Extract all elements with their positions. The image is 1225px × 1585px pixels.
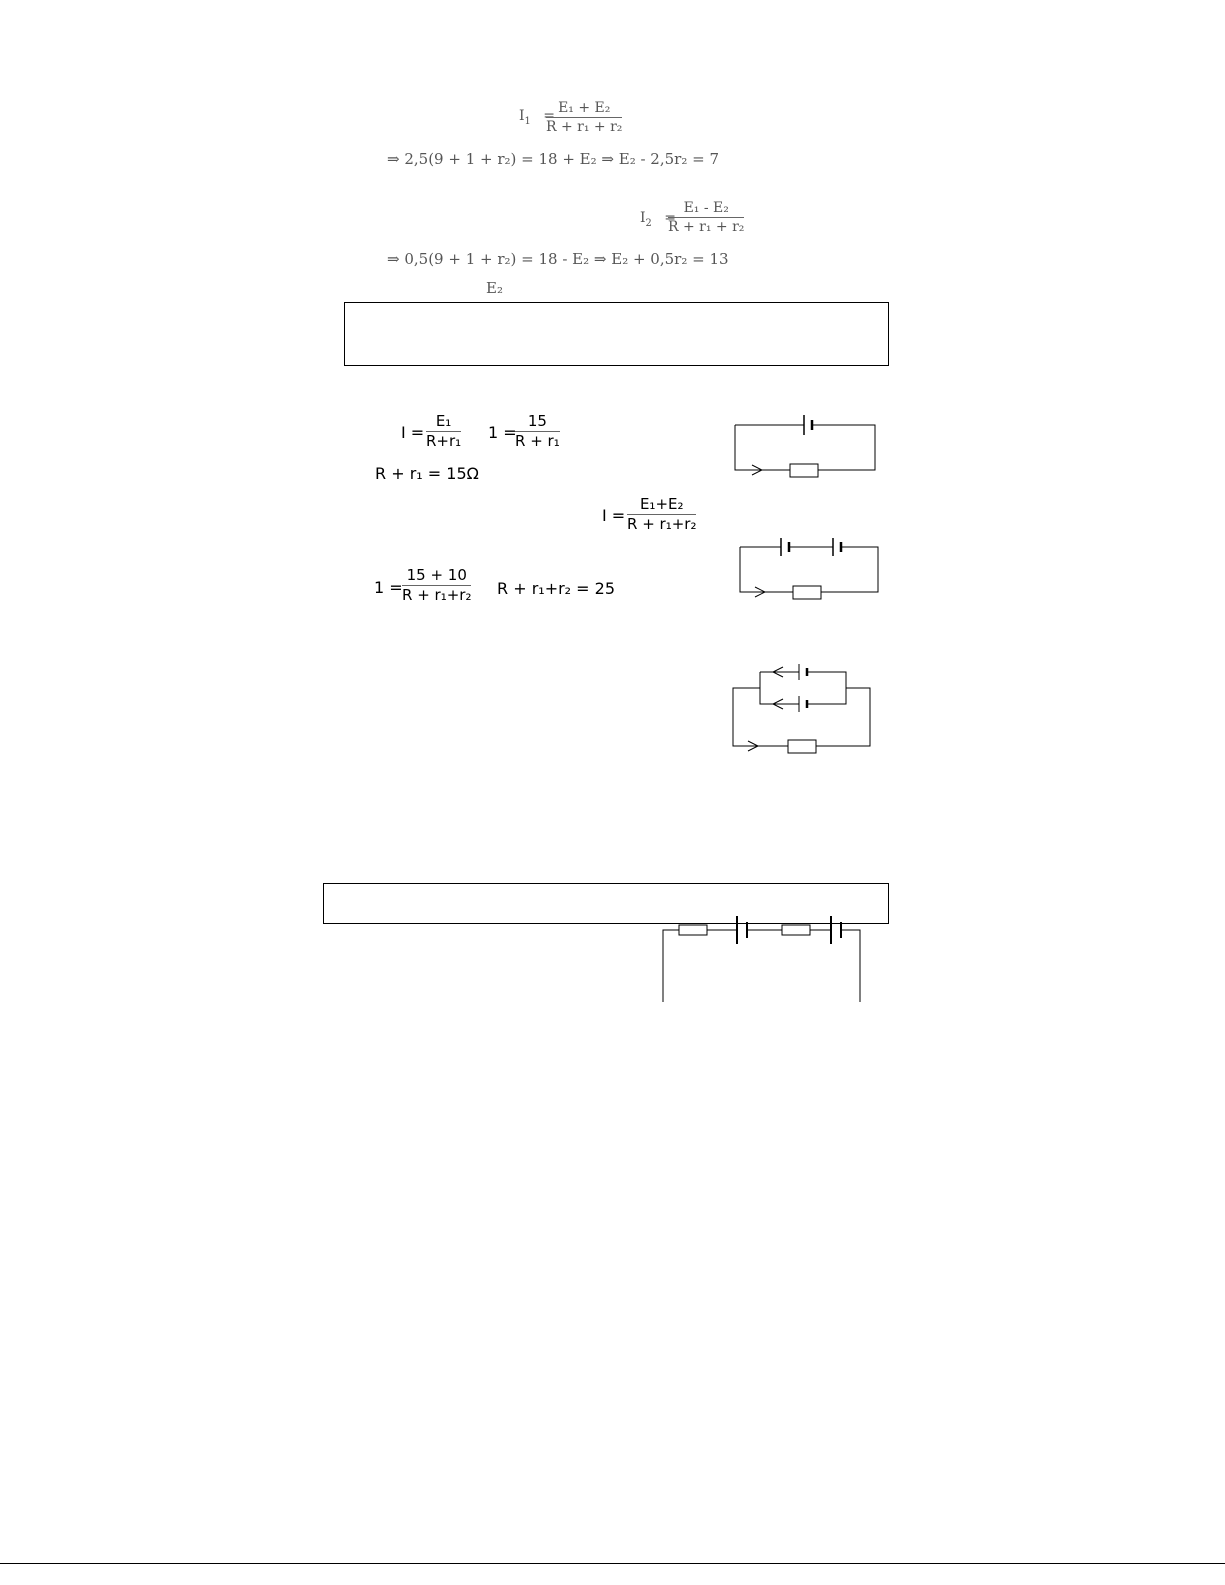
formula-9-denominator: R + r₁+r₂ <box>402 586 472 605</box>
formula-i2-lhs: I <box>640 210 646 226</box>
formula-i1-eq: = <box>543 108 555 124</box>
circuit-diagram-4 <box>655 912 870 1007</box>
formula-i1-fraction <box>546 100 622 135</box>
formula-i1-denominator: R + r₁ + r₂ <box>546 119 623 136</box>
formula-8-denominator: R + r₁+r₂ <box>627 515 697 534</box>
formula-6b-lhs: 1 = <box>488 423 517 442</box>
circuit-diagram-1 <box>730 410 880 480</box>
circuit-diagram-2 <box>735 532 885 602</box>
blank-box-1 <box>344 302 889 366</box>
formula-6a-numerator: E₁ <box>426 413 461 432</box>
formula-e2: E₂ <box>486 279 503 297</box>
formula-9-fraction <box>402 567 471 605</box>
formula-6a-fraction <box>426 413 461 451</box>
formula-i1-lhs-sub: 1 <box>524 115 531 127</box>
formula-6a-lhs: I = <box>401 423 425 442</box>
formula-9-lhs: 1 = <box>374 578 403 597</box>
formula-8-numerator: E₁+E₂ <box>627 496 696 515</box>
formula-i2-denominator: R + r₁ + r₂ <box>668 219 745 236</box>
formula-line-4: ⇒ 0,5(9 + 1 + r₂) = 18 - E₂ ⇒ E₂ + 0,5r₂ = 13 <box>387 250 729 268</box>
formula-i2-fraction <box>668 200 744 235</box>
formula-i2-lhs-sub: 2 <box>645 217 652 229</box>
formula-6a-denominator: R+r₁ <box>426 432 462 451</box>
formula-r-r1: R + r₁ = 15Ω <box>375 464 479 483</box>
formula-i2-numerator: E₁ - E₂ <box>668 200 744 218</box>
formula-i1-numerator: E₁ + E₂ <box>546 100 622 118</box>
formula-i1-lhs: I <box>519 108 525 124</box>
formula-8-lhs: I = <box>602 506 626 525</box>
formula-8-fraction <box>627 496 696 534</box>
formula-6b-denominator: R + r₁ <box>515 432 560 451</box>
formula-6b-numerator: 15 <box>515 413 560 432</box>
formula-line-2: ⇒ 2,5(9 + 1 + r₂) = 18 + E₂ ⇒ E₂ - 2,5r₂ = 7 <box>387 150 719 168</box>
formula-i2-eq: = <box>664 210 676 226</box>
page-bottom-rule <box>0 1563 1225 1564</box>
circuit-diagram-3 <box>728 662 878 757</box>
formula-9-numerator: 15 + 10 <box>402 567 471 586</box>
formula-sum-25: R + r₁+r₂ = 25 <box>497 579 616 598</box>
formula-6b-fraction <box>515 413 560 451</box>
